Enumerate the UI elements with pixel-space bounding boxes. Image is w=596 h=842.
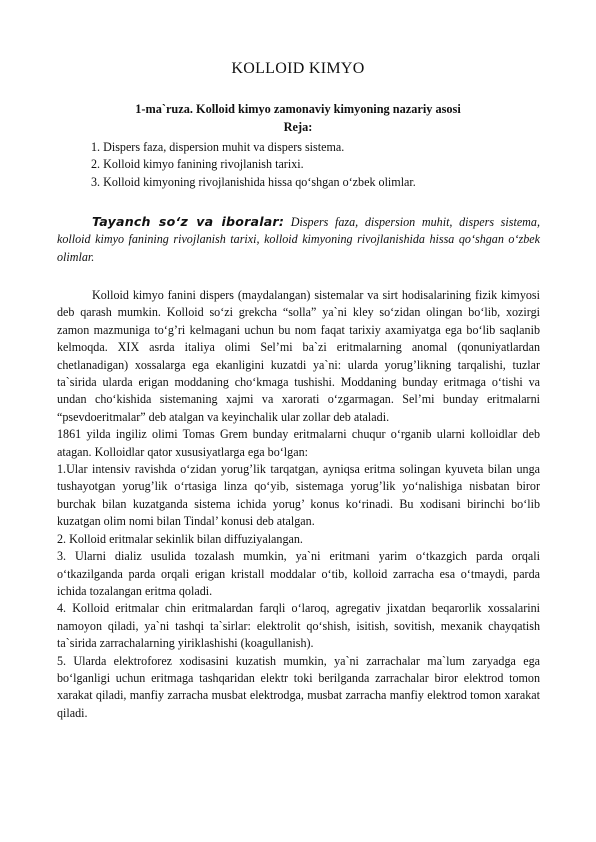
body-paragraph: 3. Ularni dializ usulida tozalash mumkin, ya`ni eritmani yarim o‘tkazgich parda orqali o‘tkazilganda parda orqali erigan kristall moddalar o‘tib, kolloid zarracha esa o‘tmaydi, parda ichida tozalangan eritma qoladi. [57, 549, 540, 598]
body-paragraph: 4. Kolloid eritmalar chin eritmalardan farqli o‘laroq, agregativ jixatdan beqarorlik xossalarini namoyon qiladi, ya`ni tashqi ta`sirlar: elektrolit qo‘shish, isitish, sovitish, mexanik chayqatish ta`sirida zarrachalarning yiriklashishi (koagullanish). [57, 601, 540, 651]
plan-heading: Reja: [283, 120, 313, 134]
plan-item: 1. Dispers faza, dispersion muhit va dispers sistema. [91, 140, 345, 154]
body-paragraph: Kolloid kimyo fanini dispers (maydalangan) sistemalar va sirt hodisalarining fizik kimyosi deb qarash mumkin. Kolloid so‘zi grekcha “solla” ya`ni kley so‘zidan olingan bo‘lib, xozirgi zamon mazmuniga to‘g’ri kelmagani uchun bu nom faqat tarixiy axamiyatga ega bo‘lib saqlanib kelmoqda. XIX asrda italiya olimi Sel’mi ba`zi eritmalarning anomal (qonuniyatlardan chetlanadigan) xossalarga ega ekanligini kuzatdi ya`ni: ularda yorug’likning tarqalishi, tuzlar ta`sirida ularda erigan moddaning cho‘kmaga tushishi. Moddaning bunday eritmaga o‘tishi va undan cho‘kishida sistemaning xajmi va xarorati o‘zgarmagan. Sel’mi bunday eritmalarni “psevdoeritmalar” deb atalgan va keyinchalik ular zollar deb ataladi. [57, 288, 540, 424]
page-title: KOLLOID KIMYO [231, 60, 365, 77]
plan-list [91, 139, 551, 191]
body-paragraph: 5. Ularda elektroforez xodisasini kuzatish mumkin, ya`ni zarrachalar ma`lum zaryadga ega bo‘lganligi uchun eritmaga tashqaridan elektr toki berilganda zarrachalar biror elektrod tomon xarakat qiladi, manfiy zarracha musbat elektrodga, musbat zarracha manfiy elektrod tomon xarakat qiladi. [57, 653, 540, 720]
body-paragraph: 1.Ular intensiv ravishda o‘zidan yorug’lik tarqatgan, ayniqsa eritma solingan kyuveta bilan unga tushayotgan yorug’lik o‘rtasiga linza qo‘yib, sistemaga yorug’lik yo‘nalishiga nisbatan biror burchak bilan kuzatganda sistema ichida yorug’ konus ko‘rinadi. Bu xodisani birinchi bo‘lib kuzatgan olim nomi bilan Tindal’ konusi deb atalgan. [57, 462, 540, 529]
body-paragraph: 2. Kolloid eritmalar sekinlik bilan diffuziyalangan. [57, 531, 303, 546]
keywords-label: Tayanch so‘z va iboralar: [92, 214, 285, 229]
keywords-paragraph [57, 213, 540, 266]
keywords-text: Dispers faza, dispersion muhit, dispers sistema, kolloid kimyo fanining rivojlanish tarixi, kolloid kimyoning rivojlanishida hissa qo‘shgan o‘zbek olimlar. [57, 215, 540, 264]
lesson-heading: 1-ma`ruza. Kolloid kimyo zamonaviy kimyoning nazariy asosi [135, 102, 461, 116]
plan-item: 2. Kolloid kimyo fanining rivojlanish tarixi. [91, 157, 304, 172]
body-text [57, 287, 540, 722]
plan-item: 3. Kolloid kimyoning rivojlanishida hissa qo‘shgan o‘zbek olimlar. [91, 174, 416, 189]
body-paragraph: 1861 yilda ingiliz olimi Tomas Grem bunday eritmalarni chuqur o‘rganib ularni kolloidlar deb atagan. Kolloidlar qator xususiyatlarga ega bo‘lgan: [57, 427, 540, 459]
